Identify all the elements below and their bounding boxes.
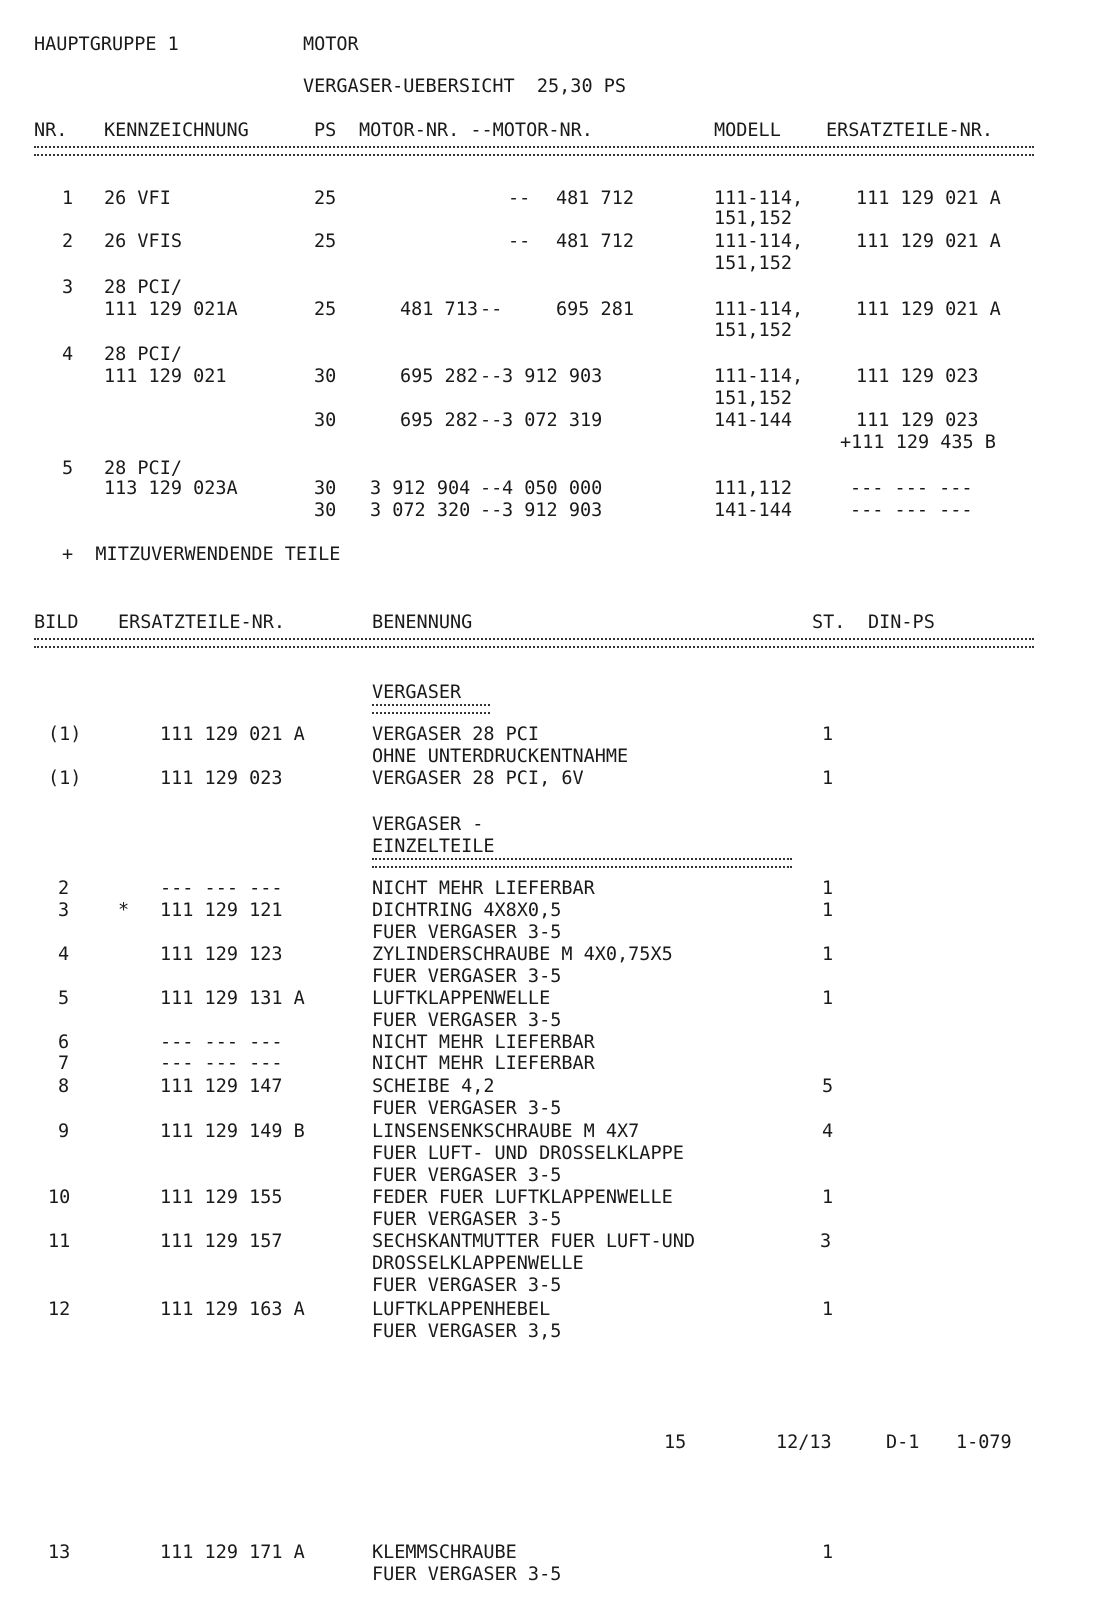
overview-motor-from: 481 713 xyxy=(400,299,478,320)
part-bild: 9 xyxy=(58,1121,70,1142)
overview-part-nr-extra: +111 129 435 B xyxy=(840,432,996,453)
col-benennung: BENENNUNG xyxy=(372,612,473,633)
part-name: NICHT MEHR LIEFERBAR xyxy=(372,1032,595,1053)
part-name-note: FUER VERGASER 3-5 xyxy=(372,1209,562,1230)
range-separator: -- xyxy=(480,478,503,499)
overview-kennzeichnung: 28 PCI/ xyxy=(104,458,182,479)
overview-motor-from: 3 912 904 xyxy=(370,478,471,499)
overview-modell: 111-114, xyxy=(714,188,804,209)
part-bild: 3 xyxy=(58,900,70,921)
range-separator: -- xyxy=(508,188,531,209)
part-qty: 1 xyxy=(822,944,834,965)
col-bild: BILD xyxy=(34,612,79,633)
part-qty: 5 xyxy=(822,1076,834,1097)
part-name-note: FUER VERGASER 3-5 xyxy=(372,1010,562,1031)
part-bild: 10 xyxy=(48,1187,71,1208)
part-name: DICHTRING 4X8X0,5 xyxy=(372,900,562,921)
part-name: LUFTKLAPPENHEBEL xyxy=(372,1299,551,1320)
overview-part-nr: 111 129 021 A xyxy=(856,188,1001,209)
part-number: 111 129 171 A xyxy=(160,1542,305,1563)
overview-modell: 111,112 xyxy=(714,478,792,499)
page-code: D-1 xyxy=(886,1432,920,1453)
part-name-note: FUER VERGASER 3-5 xyxy=(372,1098,562,1119)
part-qty: 4 xyxy=(822,1121,834,1142)
overview-motor-to: 3 912 903 xyxy=(502,366,603,387)
overview-motor-to: 3 912 903 xyxy=(502,500,603,521)
overview-kennzeichnung: 28 PCI/ xyxy=(104,344,182,365)
part-number: 111 129 157 xyxy=(160,1231,283,1252)
part-name-note: OHNE UNTERDRUCKENTNAHME xyxy=(372,746,629,767)
overview-ps: 30 xyxy=(314,500,337,521)
part-name: VERGASER 28 PCI, 6V xyxy=(372,768,584,789)
part-name-note: FUER VERGASER 3,5 xyxy=(372,1321,562,1342)
part-qty: 1 xyxy=(822,1542,834,1563)
overview-part-nr: 111 129 021 A xyxy=(856,231,1001,252)
overview-kennzeichnung: 26 VFI xyxy=(104,188,171,209)
part-number: 111 129 023 xyxy=(160,768,283,789)
range-separator: -- xyxy=(480,299,503,320)
overview-part-nr: --- --- --- xyxy=(850,478,973,499)
overview-nr: 3 xyxy=(62,277,74,298)
part-name-note: FUER VERGASER 3-5 xyxy=(372,922,562,943)
col-nr: NR. xyxy=(34,120,68,141)
overview-modell: 141-144 xyxy=(714,500,792,521)
overview-modell: 141-144 xyxy=(714,410,792,431)
overview-motor-to: 481 712 xyxy=(556,188,634,209)
part-bild: (1) xyxy=(48,724,82,745)
part-name-note: FUER VERGASER 3-5 xyxy=(372,1165,562,1186)
range-separator: -- xyxy=(480,500,503,521)
part-name: NICHT MEHR LIEFERBAR xyxy=(372,878,595,899)
overview-kennzeichnung-cont: 111 129 021A xyxy=(104,299,238,320)
part-bild: 12 xyxy=(48,1299,71,1320)
part-bild: 7 xyxy=(58,1053,70,1074)
overview-ps: 30 xyxy=(314,478,337,499)
overview-kennzeichnung: 28 PCI/ xyxy=(104,277,182,298)
part-qty: 1 xyxy=(822,900,834,921)
part-number: 111 129 155 xyxy=(160,1187,283,1208)
col-st: ST. xyxy=(812,612,846,633)
range-separator: -- xyxy=(508,231,531,252)
overview-motor-to: 3 072 319 xyxy=(502,410,603,431)
part-number: 111 129 147 xyxy=(160,1076,283,1097)
part-number: 111 129 149 B xyxy=(160,1121,305,1142)
section-rule xyxy=(372,858,792,868)
part-qty: 1 xyxy=(822,1187,834,1208)
section-rule xyxy=(372,704,490,714)
overview-nr: 2 xyxy=(62,231,74,252)
overview-nr: 4 xyxy=(62,344,74,365)
part-name: VERGASER 28 PCI xyxy=(372,724,540,745)
part-number: 111 129 123 xyxy=(160,944,283,965)
part-name-note: FUER LUFT- UND DROSSELKLAPPE xyxy=(372,1143,684,1164)
col-ersatzteile: ERSATZTEILE-NR. xyxy=(826,120,994,141)
parts-header-rule xyxy=(34,638,1034,648)
part-name-note: FUER VERGASER 3-5 xyxy=(372,966,562,987)
part-number: 111 129 163 A xyxy=(160,1299,305,1320)
overview-ps: 30 xyxy=(314,366,337,387)
section-title: VERGASER - xyxy=(372,814,484,835)
overview-subtitle: VERGASER-UEBERSICHT 25,30 PS xyxy=(303,76,627,97)
part-qty: 3 xyxy=(820,1231,832,1252)
overview-motor-to: 695 281 xyxy=(556,299,634,320)
new-part-marker: * xyxy=(118,900,130,921)
part-bild: (1) xyxy=(48,768,82,789)
overview-kennzeichnung: 26 VFIS xyxy=(104,231,182,252)
page-number: 15 xyxy=(664,1432,687,1453)
part-number: --- --- --- xyxy=(160,1053,283,1074)
part-name: LINSENSENKSCHRAUBE M 4X7 xyxy=(372,1121,640,1142)
part-qty: 1 xyxy=(822,988,834,1009)
part-bild: 11 xyxy=(48,1231,71,1252)
overview-part-nr: 111 129 021 A xyxy=(856,299,1001,320)
col-kennzeichnung: KENNZEICHNUNG xyxy=(104,120,249,141)
overview-motor-from: 695 282 xyxy=(400,410,478,431)
part-bild: 5 xyxy=(58,988,70,1009)
overview-motor-to: 481 712 xyxy=(556,231,634,252)
page-date: 12/13 xyxy=(776,1432,832,1453)
overview-ps: 25 xyxy=(314,231,337,252)
overview-nr: 5 xyxy=(62,458,74,479)
part-bild: 13 xyxy=(48,1542,71,1563)
overview-part-nr: 111 129 023 xyxy=(856,366,979,387)
overview-motor-to: 4 050 000 xyxy=(502,478,603,499)
part-name: LUFTKLAPPENWELLE xyxy=(372,988,551,1009)
main-group-name: MOTOR xyxy=(303,34,359,55)
part-bild: 4 xyxy=(58,944,70,965)
section-title-cont: EINZELTEILE xyxy=(372,836,495,857)
part-bild: 2 xyxy=(58,878,70,899)
part-name-note: FUER VERGASER 3-5 xyxy=(372,1275,562,1296)
overview-ps: 25 xyxy=(314,188,337,209)
page-ref: 1-079 xyxy=(956,1432,1012,1453)
overview-modell-cont: 151,152 xyxy=(714,253,792,274)
overview-part-nr: 111 129 023 xyxy=(856,410,979,431)
part-bild: 6 xyxy=(58,1032,70,1053)
overview-modell: 111-114, xyxy=(714,366,804,387)
part-number: 111 129 131 A xyxy=(160,988,305,1009)
overview-motor-from: 695 282 xyxy=(400,366,478,387)
part-number: --- --- --- xyxy=(160,878,283,899)
col-motor-range: MOTOR-NR. --MOTOR-NR. xyxy=(359,120,593,141)
part-name: SCHEIBE 4,2 xyxy=(372,1076,495,1097)
col-part-nr: ERSATZTEILE-NR. xyxy=(118,612,286,633)
part-name: ZYLINDERSCHRAUBE M 4X0,75X5 xyxy=(372,944,673,965)
range-separator: -- xyxy=(480,366,503,387)
part-number: --- --- --- xyxy=(160,1032,283,1053)
overview-modell: 111-114, xyxy=(714,299,804,320)
overview-motor-from: 3 072 320 xyxy=(370,500,471,521)
part-number: 111 129 121 xyxy=(160,900,283,921)
col-din-ps: DIN-PS xyxy=(868,612,935,633)
main-group-label: HAUPTGRUPPE 1 xyxy=(34,34,179,55)
overview-part-nr: --- --- --- xyxy=(850,500,973,521)
overview-kennzeichnung-cont: 111 129 021 xyxy=(104,366,227,387)
overview-ps: 30 xyxy=(314,410,337,431)
part-name: FEDER FUER LUFTKLAPPENWELLE xyxy=(372,1187,673,1208)
part-name: KLEMMSCHRAUBE xyxy=(372,1542,517,1563)
overview-nr: 1 xyxy=(62,188,74,209)
overview-kennzeichnung-cont: 113 129 023A xyxy=(104,478,238,499)
header-rule xyxy=(34,146,1034,156)
part-bild: 8 xyxy=(58,1076,70,1097)
section-title: VERGASER xyxy=(372,682,462,703)
part-qty: 1 xyxy=(822,724,834,745)
overview-modell-cont: 151,152 xyxy=(714,208,792,229)
col-ps: PS xyxy=(314,120,337,141)
footnote: + MITZUVERWENDENDE TEILE xyxy=(62,544,341,565)
part-name: NICHT MEHR LIEFERBAR xyxy=(372,1053,595,1074)
part-qty: 1 xyxy=(822,878,834,899)
part-name: SECHSKANTMUTTER FUER LUFT-UND xyxy=(372,1231,696,1252)
part-qty: 1 xyxy=(822,768,834,789)
overview-modell: 111-114, xyxy=(714,231,804,252)
part-number: 111 129 021 A xyxy=(160,724,305,745)
range-separator: -- xyxy=(480,410,503,431)
overview-ps: 25 xyxy=(314,299,337,320)
overview-modell-cont: 151,152 xyxy=(714,388,792,409)
col-modell: MODELL xyxy=(714,120,781,141)
part-name-note: FUER VERGASER 3-5 xyxy=(372,1564,562,1585)
overview-modell-cont: 151,152 xyxy=(714,320,792,341)
part-qty: 1 xyxy=(822,1299,834,1320)
part-name-note: DROSSELKLAPPENWELLE xyxy=(372,1253,584,1274)
